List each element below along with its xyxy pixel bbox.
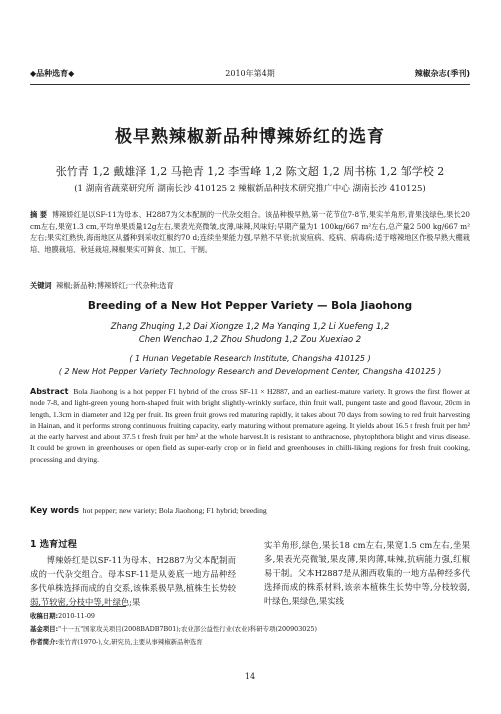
footnote-received <box>30 611 470 620</box>
abstract-zh-label: 摘 要 <box>30 210 48 219</box>
page-number: 14 <box>244 672 256 681</box>
received-date: 2010-11-09 <box>58 612 95 620</box>
authors-en-line: Chen Wenchao 1,2 Zhou Shudong 1,2 Zou Xuexiao 2 <box>138 334 362 344</box>
keywords-en-text: hot pepper; new variety; Bola Jiaohong; F1 hybrid; breeding <box>82 506 267 515</box>
body-column-right <box>264 538 470 608</box>
running-header <box>30 68 470 82</box>
abstract-en-text: Bola Jiaohong is a hot pepper F1 hybrid of the cross SF-11 × H2887, and an earliest-mature variety. It grows the first flower at node 7-8, and light-green young horn-shaped fruit with bright slightly-wrinkly surface, thin fruit wall, pungent taste and good flavour, 20cm in length, 1.3cm in diameter and 12g per fruit. Its green fruit grows red maturing rapidly, it takes about 70 days from sowing to red fruit harvesting in Hainan, and it performs strong continuous fruiting capacity, early maturing without premature ageing. It yields about 16.5 t fresh fruit per hm² at the early harvest and about 37.5 t fresh fruit per hm² at the whole harvest.It is resistant to anthracnose, phytophthora blight and virus disease. It could be grown in greenhouses or open field as super-early crop or in field and greenhouses in chilli-liking regions for fresh fruit cooking, processing and drying. <box>30 387 470 464</box>
section-heading: 1 选育过程 <box>30 539 77 550</box>
keywords-en <box>30 505 470 515</box>
footnote-author <box>30 637 470 646</box>
affiliation-en <box>30 352 470 378</box>
article-title-zh: 极早熟辣椒新品种博辣娇红的选育 <box>115 127 385 147</box>
fund-text: "十一五"国家攻关项目(2008BADB7B01);农业部公益性行业(农业)科研专项(200903025) <box>58 625 317 633</box>
journal-name: 辣椒杂志(季刊) <box>414 69 470 78</box>
authors-en-line: Zhang Zhuqing 1,2 Dai Xiongze 1,2 Ma Yanqing 1,2 Li Xuefeng 1,2 <box>110 321 390 331</box>
authors-zh: 张竹青 1,2 戴雄泽 1,2 马艳青 1,2 李雪峰 1,2 陈文超 1,2 周书栋 1,2 邹学校 2 <box>55 165 445 178</box>
footnote-fund <box>30 624 470 633</box>
article-title-en: Breeding of a New Hot Pepper Variety — Bola Jiaohong <box>87 300 413 312</box>
keywords-en-label: Key words <box>30 505 79 515</box>
affiliation-en-line: ( 1 Hunan Vegetable Research Institute, Changsha 410125 ) <box>129 354 371 363</box>
footnote-label: 基金项目: <box>30 625 59 633</box>
abstract-zh <box>30 209 470 255</box>
abstract-en <box>30 386 470 465</box>
body-paragraph-continued: 实羊角形,绿色,果长18 cm左右,果宽1.5 cm左右,坐果多,果表光亮微皱,果皮薄,果肉薄,味辣,抗病能力强,红椒易干制。父本H2887是从湘西收集的一地方品种经多代选择而成的株系材料,该亲本植株生长势中等,分枝较弱,叶绿色,果绿色,果实线 <box>264 540 470 606</box>
keywords-zh-text: 辣椒;新品种;博辣娇红;一代杂种;选育 <box>56 281 174 290</box>
body-paragraph: 博辣娇红是以SF-11为母本、H2887为父本配制而成的一代杂交组合。母本SF-11是从姜底一地方品种经多代单株选择而成的自交系,该株系极早熟,植株生长势较弱,节较密,分枝中等,叶绿色;果 <box>30 555 236 607</box>
footnote-label: 收稿日期: <box>30 612 59 620</box>
footnote-rule <box>30 606 126 607</box>
affiliation-en-line: ( 2 New Hot Pepper Variety Technology Research and Development Center, Changsha 410125 ) <box>58 367 442 376</box>
body-column-left <box>30 538 236 609</box>
footnote-label: 作者简介: <box>30 638 59 646</box>
author-bio: 张竹青(1970-),女,研究员,主要从事辣椒新品种选育 <box>58 638 203 646</box>
header-rule <box>30 84 470 85</box>
authors-en <box>30 320 470 346</box>
affiliation-zh: (1 湖南省蔬菜研究所 湖南长沙 410125 2 辣椒新品种技术研究推广中心 湖南长沙 410125) <box>74 184 426 194</box>
abstract-zh-text: 博辣娇红是以SF-11为母本、H2887为父本配制的一代杂交组合。该品种极早熟,第一花节位7-8节,果实羊角形,青果浅绿色,果长20 cm左右,果宽1.3 cm,平均单果质量12g左右,果表光亮微皱,皮薄,味辣,风味好;早期产量为1 100kg/667 m²左右,总产量2 500 kg/667 m²左右;果实红熟快,海南地区从播种到采收红椒约70 d;连续坐果能力强,早熟不早衰;抗炭疽病、疫病、病毒病;适于喀辣地区作极早熟大棚栽培、地膜栽培、秋延栽培,辣椒果实可鲜食、加工、干制。 <box>30 210 470 254</box>
column-label: ◆品种选育◆ <box>30 69 75 78</box>
keywords-zh-label: 关键词 <box>30 281 52 290</box>
abstract-en-label: Abstract <box>30 387 69 396</box>
issue-label: 2010年第4期 <box>225 69 275 78</box>
keywords-zh <box>30 281 470 291</box>
